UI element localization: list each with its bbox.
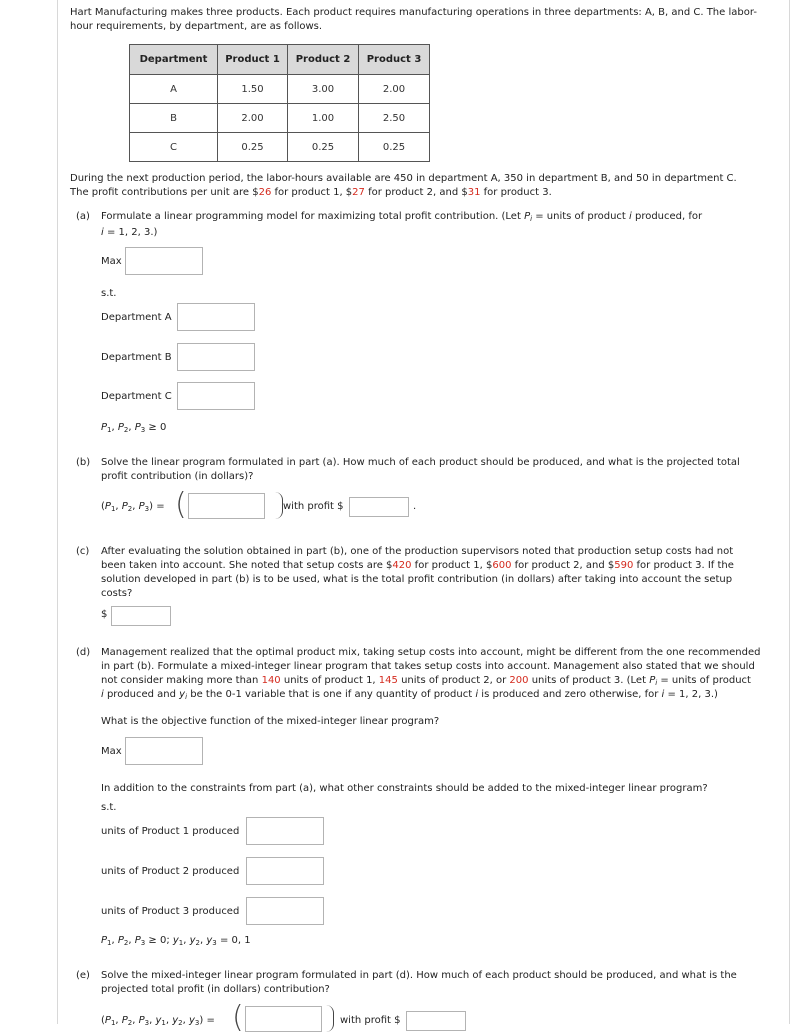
dept-a-label: Department A	[101, 312, 172, 323]
intro-line-2: hour requirements, by department, are as follows.	[70, 21, 323, 32]
st-label: s.t.	[101, 288, 117, 299]
table-row	[130, 104, 430, 133]
part-e-text-2: projected total profit (in dollars) contribution?	[101, 984, 330, 995]
table-header-row	[130, 45, 430, 75]
table-row	[130, 75, 430, 104]
labor-hours-table	[129, 44, 430, 162]
table-cell: 1.00	[288, 104, 359, 133]
part-d-label: (d)	[76, 647, 91, 658]
profit-value-2: 27	[352, 187, 365, 198]
part-a-text-2: i = 1, 2, 3.)	[101, 227, 158, 238]
limit-3: 200	[509, 675, 529, 686]
dept-b-constraint-input[interactable]	[177, 343, 255, 371]
part-c-text-3: solution developed in part (b) is to be used, what is the total profit contribution (in dollars) after taking into account the setup	[101, 574, 733, 585]
part-a-text-1: Formulate a linear programming model for maximizing total profit contribution. (Let $P_i$ = units of product i produced, for	[101, 211, 703, 223]
mip-close-paren	[326, 1005, 334, 1032]
units-product-2-input[interactable]	[246, 857, 324, 885]
limit-1: 140	[261, 675, 281, 686]
mip-solution-tuple-label: ($P_1$, $P_2$, $P_3$, $y_1$, $y_2$, $y_3$) =	[101, 1015, 215, 1027]
table-header: Product 1	[218, 45, 288, 75]
part-d-text-3: not consider making more than 140 units of product 1, 145 units of product 2, or 200 units of product 3. (Let $P_i$ = units of product	[101, 675, 751, 687]
mip-solution-input[interactable]	[245, 1006, 322, 1032]
part-b-text-1: Solve the linear program formulated in part (a). How much of each product should be produced, and what is the projected total	[101, 457, 740, 468]
profit-value-1: 26	[258, 187, 272, 198]
solution-tuple-label: ($P_1$, $P_2$, $P_3$) =	[101, 501, 165, 513]
part-d-text-1: Management realized that the optimal product mix, taking setup costs into account, might be different from the one recommended	[101, 647, 761, 658]
mip-open-paren: (	[232, 1000, 244, 1035]
table-cell: 2.00	[218, 104, 288, 133]
units-product-3-label: units of Product 3 produced	[101, 906, 240, 917]
setup-cost-2: 600	[492, 560, 512, 571]
part-d-question-2: In addition to the constraints from part (a), what other constraints should be added to the mixed-integer linear program?	[101, 783, 708, 794]
table-cell: B	[130, 104, 218, 133]
profit-text: The profit contributions per unit are $26 for product 1, $27 for product 2, and $31 for product 3.	[70, 187, 552, 198]
limit-2: 145	[378, 675, 398, 686]
units-product-1-label: units of Product 1 produced	[101, 826, 240, 837]
dept-a-constraint-input[interactable]	[177, 303, 255, 331]
mip-profit-input[interactable]	[406, 1011, 466, 1031]
part-a-label: (a)	[76, 211, 90, 222]
with-profit-label: with profit $	[283, 501, 344, 512]
setup-cost-3: 590	[614, 560, 634, 571]
objective-input[interactable]	[125, 247, 203, 275]
table-cell: 0.25	[288, 133, 359, 162]
table-cell: 3.00	[288, 75, 359, 104]
dollar-sign: $	[101, 609, 108, 620]
dept-b-label: Department B	[101, 352, 172, 363]
part-d-text-2: in part (b). Formulate a mixed-integer linear program that takes setup costs into account. Management also stated that we should	[101, 661, 755, 672]
mip-with-profit-label: with profit $	[340, 1015, 401, 1026]
table-header: Product 3	[359, 45, 430, 75]
table-cell: C	[130, 133, 218, 162]
dept-c-label: Department C	[101, 391, 172, 402]
units-product-2-label: units of Product 2 produced	[101, 866, 240, 877]
max-label: Max	[101, 256, 122, 267]
mip-objective-input[interactable]	[125, 737, 203, 765]
mip-max-label: Max	[101, 746, 122, 757]
part-b-label: (b)	[76, 457, 91, 468]
table-cell: 0.25	[359, 133, 430, 162]
mip-nonnegativity-constraint: $P_1$, $P_2$, $P_3 \ge 0$; $y_1$, $y_2$, $y_3 = 0$, 1	[101, 935, 251, 947]
period: .	[413, 501, 417, 512]
part-c-text-1: After evaluating the solution obtained in part (b), one of the production supervisors noted that production setup costs had not	[101, 546, 734, 557]
close-paren	[275, 492, 283, 519]
units-product-3-input[interactable]	[246, 897, 324, 925]
table-row	[130, 133, 430, 162]
profit-value-3: 31	[467, 187, 481, 198]
availability-text: During the next production period, the labor-hours available are 450 in department A, 350 in department B, and 50 in department C.	[70, 173, 737, 184]
table-cell: A	[130, 75, 218, 104]
table-header: Department	[130, 45, 218, 75]
intro-line-1: Hart Manufacturing makes three products. Each product requires manufacturing operations in three departments: A, B, and C. The labor-	[70, 7, 757, 18]
open-paren: (	[175, 487, 187, 522]
profit-input[interactable]	[349, 497, 409, 517]
setup-cost-1: 420	[392, 560, 412, 571]
part-c-text-4: costs?	[101, 588, 133, 599]
total-profit-input[interactable]	[111, 606, 171, 626]
part-b-text-2: profit contribution (in dollars)?	[101, 471, 254, 482]
table-header: Product 2	[288, 45, 359, 75]
table-cell: 2.00	[359, 75, 430, 104]
solution-input[interactable]	[188, 493, 265, 519]
mip-st-label: s.t.	[101, 802, 117, 813]
part-c-label: (c)	[76, 546, 90, 557]
table-cell: 1.50	[218, 75, 288, 104]
units-product-1-input[interactable]	[246, 817, 324, 845]
table-cell: 2.50	[359, 104, 430, 133]
part-d-question-1: What is the objective function of the mixed-integer linear program?	[101, 716, 440, 727]
dept-c-constraint-input[interactable]	[177, 382, 255, 410]
nonnegativity-constraint: $P_1$, $P_2$, $P_3 \ge 0$	[101, 422, 167, 434]
part-e-label: (e)	[76, 970, 90, 981]
part-d-text-4: i produced and $y_i$ be the 0-1 variable that is one if any quantity of product i is produced and zero otherwise, for i = 1, 2, 3.)	[101, 689, 718, 701]
part-e-text-1: Solve the mixed-integer linear program formulated in part (d). How much of each product should be produced, and what is the	[101, 970, 737, 981]
part-c-text-2: been taken into account. She noted that setup costs are $420 for product 1, $600 for product 2, and $590 for product 3. If the	[101, 560, 734, 571]
table-cell: 0.25	[218, 133, 288, 162]
